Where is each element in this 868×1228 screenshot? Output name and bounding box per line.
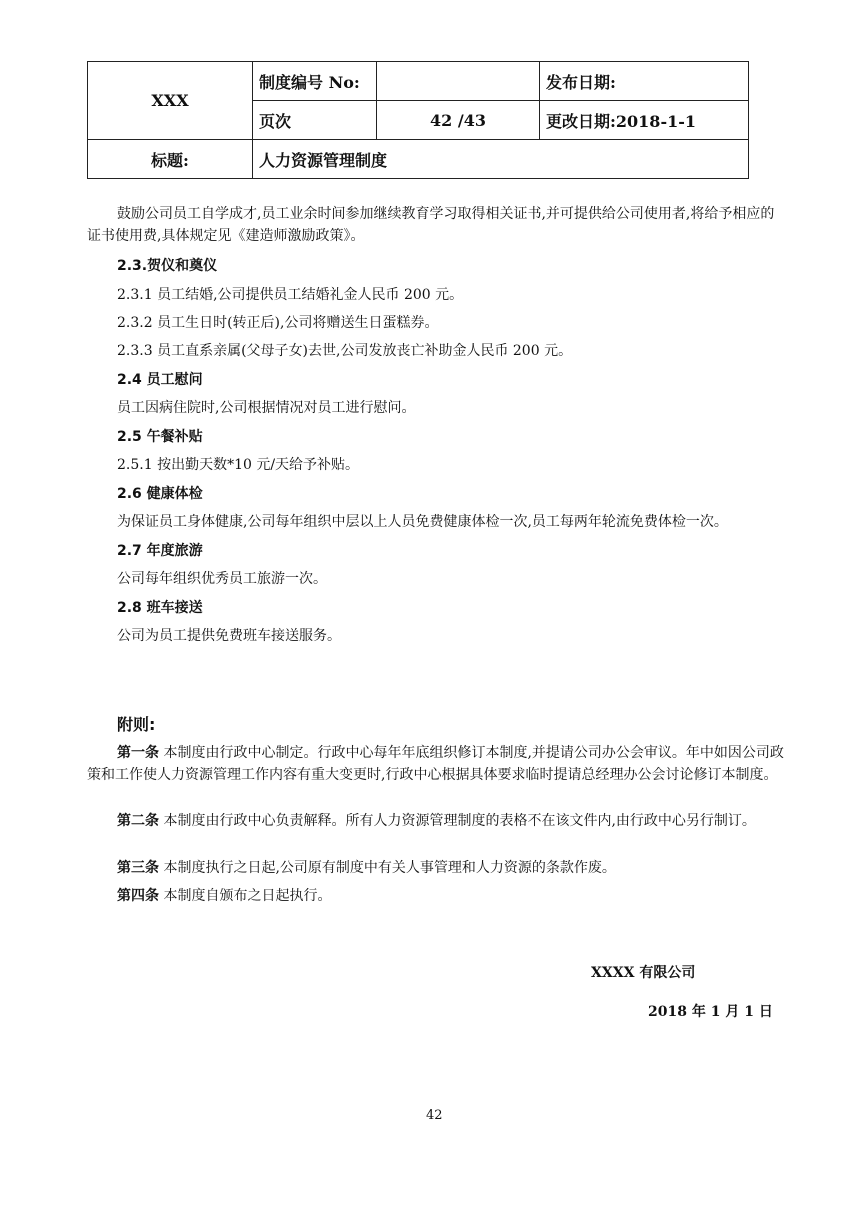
section-2-7-title: 2.7 年度旅游 <box>117 543 203 559</box>
section-2-8-text: 公司为员工提供免费班车接送服务。 <box>117 628 341 644</box>
section-2-4-title: 2.4 员工慰问 <box>117 372 203 388</box>
section-2-7-text: 公司每年组织优秀员工旅游一次。 <box>117 571 327 587</box>
article-4-key: 第四条 <box>117 888 159 904</box>
article-1-text: 本制度由行政中心制定。行政中心每年年底组织修订本制度,并提请公司办公会审议。年中如因公司政策和工作使人力资源管理工作内容有重大变更时,行政中心根据具体要求临时提请总经理办公会讨论修订本制度。 <box>87 745 784 783</box>
title-label: 标题: <box>88 140 253 179</box>
article-4 <box>87 885 787 907</box>
company-cell: XXX <box>88 62 253 140</box>
header-table <box>87 61 749 179</box>
signature-company: XXXX 有限公司 <box>591 965 696 981</box>
article-3 <box>87 857 787 879</box>
item-2-3-2: 2.3.2 员工生日时(转正后),公司将赠送生日蛋糕券。 <box>117 315 439 331</box>
section-2-4-text: 员工因病住院时,公司根据情况对员工进行慰问。 <box>117 400 416 416</box>
section-2-5-title: 2.5 午餐补贴 <box>117 429 203 445</box>
page-value: 42 /43 <box>377 101 540 140</box>
doc-no-value <box>377 62 540 101</box>
doc-no-label: 制度编号 No: <box>253 62 377 101</box>
change-date-label: 更改日期:2018-1-1 <box>540 101 749 140</box>
article-3-key: 第三条 <box>117 860 159 876</box>
title-value: 人力资源管理制度 <box>253 140 749 179</box>
section-2-6-title: 2.6 健康体检 <box>117 486 203 502</box>
article-1-key: 第一条 <box>117 745 159 761</box>
item-2-5-1: 2.5.1 按出勤天数*10 元/天给予补贴。 <box>117 457 360 473</box>
release-date-label: 发布日期: <box>540 62 749 101</box>
article-2 <box>87 810 787 832</box>
article-4-text: 本制度自颁布之日起执行。 <box>163 888 332 904</box>
section-2-8-title: 2.8 班车接送 <box>117 600 203 616</box>
section-2-6-text: 为保证员工身体健康,公司每年组织中层以上人员免费健康体检一次,员工每两年轮流免费体检一次。 <box>117 514 728 530</box>
article-2-key: 第二条 <box>117 813 159 829</box>
article-1 <box>87 742 787 786</box>
item-2-3-3: 2.3.3 员工直系亲属(父母子女)去世,公司发放丧亡补助金人民币 200 元。 <box>117 343 573 359</box>
article-3-text: 本制度执行之日起,公司原有制度中有关人事管理和人力资源的条款作废。 <box>163 860 616 876</box>
intro-paragraph: 鼓励公司员工自学成才,员工业余时间参加继续教育学习取得相关证书,并可提供给公司使用者,将给予相应的证书使用费,具体规定见《建造师激励政策》。 <box>87 206 775 244</box>
signature-date: 2018 年 1 月 1 日 <box>648 1004 773 1020</box>
appendix-heading: 附则: <box>117 715 156 734</box>
page-number: 42 <box>426 1108 443 1123</box>
item-2-3-1: 2.3.1 员工结婚,公司提供员工结婚礼金人民币 200 元。 <box>117 287 464 303</box>
page-label: 页次 <box>253 101 377 140</box>
section-2-3-title: 2.3.贺仪和奠仪 <box>117 258 218 274</box>
article-2-text: 本制度由行政中心负责解释。所有人力资源管理制度的表格不在该文件内,由行政中心另行制订。 <box>163 813 756 829</box>
